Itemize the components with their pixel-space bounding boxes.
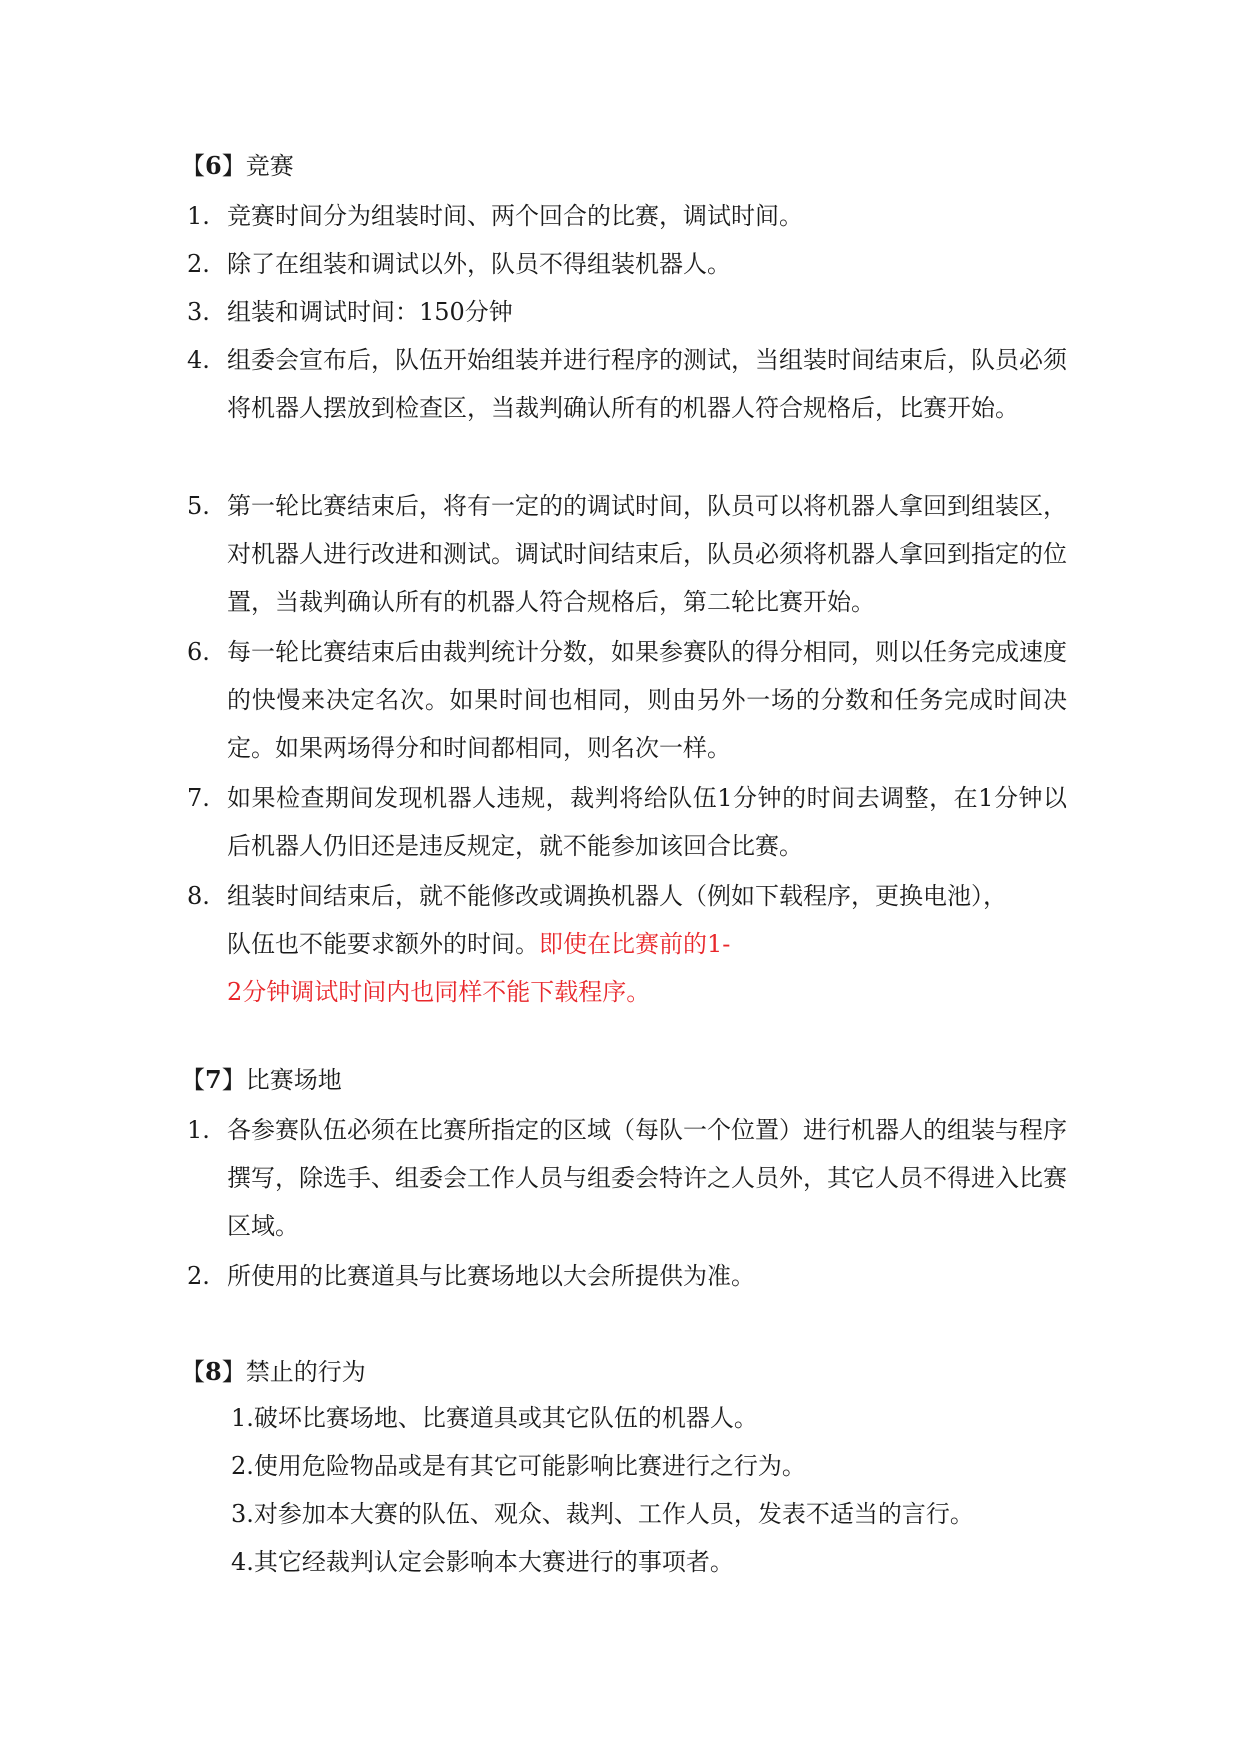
- list-item-text: 破坏比赛场地、比赛道具或其它队伍的机器人。: [253, 1404, 758, 1432]
- list-item: [231, 1450, 806, 1482]
- section-heading-8: [181, 1356, 366, 1388]
- list-item: [187, 288, 1067, 336]
- list-item: [187, 774, 1067, 870]
- section-heading-7: [181, 1064, 342, 1096]
- highlighted-text: 2分钟调试时间内也同样不能下载程序。: [227, 978, 651, 1006]
- list-item: [231, 1546, 734, 1578]
- heading-number: 8: [205, 1357, 222, 1386]
- list-item-text: 组委会宣布后，队伍开始组装并进行程序的测试，当组装时间结束后，队员必须将机器人摆放到检查区，当裁判确认所有的机器人符合规格后，比赛开始。: [227, 346, 1067, 422]
- list-item-text: 使用危险物品或是有其它可能影响比赛进行之行为。: [253, 1452, 806, 1480]
- list-item-text: 第一轮比赛结束后，将有一定的的调试时间，队员可以将机器人拿回到组装区，对机器人进行改进和测试。调试时间结束后，队员必须将机器人拿回到指定的位置，当裁判确认所有的机器人符合规格后，第二轮比赛开始。: [227, 492, 1067, 616]
- list-marker: 2.: [187, 250, 210, 278]
- list-item-text: 其它经裁判认定会影响本大赛进行的事项者。: [253, 1548, 734, 1576]
- list-item: [187, 1106, 1067, 1250]
- list-item-text: 所使用的比赛道具与比赛场地以大会所提供为准。: [227, 1262, 755, 1290]
- list-marker: 7.: [187, 784, 210, 812]
- list-marker: 3.: [231, 1500, 254, 1528]
- list-item: [231, 1402, 758, 1434]
- heading-title: 禁止的行为: [245, 1358, 366, 1386]
- heading-bracket-close: 】: [221, 152, 246, 180]
- list-item: [187, 482, 1067, 626]
- list-item-line: [227, 920, 1067, 968]
- list-marker: 6.: [187, 638, 210, 666]
- list-item: [187, 240, 1067, 288]
- list-item: [187, 336, 1067, 432]
- heading-bracket-open: 【: [181, 1358, 205, 1386]
- heading-number: 7: [205, 1065, 222, 1094]
- list-marker: 4.: [187, 346, 210, 374]
- list-item-text: 如果检查期间发现机器人违规，裁判将给队伍1分钟的时间去调整，在1分钟以后机器人仍旧还是违反规定，就不能参加该回合比赛。: [227, 784, 1067, 860]
- list-item-text: 除了在组装和调试以外，队员不得组装机器人。: [227, 250, 731, 278]
- highlighted-text: 即使在比赛前的1-: [539, 930, 731, 958]
- heading-bracket-open: 【: [181, 152, 205, 180]
- heading-bracket-open: 【: [181, 1066, 205, 1094]
- heading-title: 比赛场地: [245, 1066, 342, 1094]
- heading-title: 竞赛: [245, 152, 294, 180]
- list-item: [187, 872, 1067, 1016]
- list-item-line: 组装时间结束后，就不能修改或调换机器人（例如下载程序，更换电池），: [227, 882, 1007, 910]
- heading-bracket-close: 】: [221, 1066, 246, 1094]
- list-marker: 8.: [187, 882, 210, 910]
- list-item: [187, 628, 1067, 772]
- list-item-text: 每一轮比赛结束后由裁判统计分数，如果参赛队的得分相同，则以任务完成速度的快慢来决定名次。如果时间也相同，则由另外一场的分数和任务完成时间决定。如果两场得分和时间都相同，则名次一样。: [227, 638, 1067, 762]
- heading-bracket-close: 】: [221, 1358, 246, 1386]
- list-marker: 2.: [231, 1452, 254, 1480]
- list-marker: 1.: [187, 202, 210, 230]
- list-item-text: 竞赛时间分为组装时间、两个回合的比赛，调试时间。: [227, 202, 803, 230]
- list-marker: 1.: [231, 1404, 254, 1432]
- list-marker: 5.: [187, 492, 210, 520]
- list-item: [231, 1498, 974, 1530]
- heading-number: 6: [205, 151, 222, 180]
- list-item-text: 对参加本大赛的队伍、观众、裁判、工作人员，发表不适当的言行。: [253, 1500, 974, 1528]
- list-marker: 1.: [187, 1116, 210, 1144]
- list-item-line-text: 队伍也不能要求额外的时间。: [227, 930, 539, 958]
- list-marker: 4.: [231, 1548, 254, 1576]
- list-item-text: [227, 872, 1067, 1016]
- list-item: [187, 192, 1067, 240]
- list-marker: 2.: [187, 1262, 210, 1290]
- list-item: [187, 1252, 1067, 1300]
- list-marker: 3.: [187, 298, 210, 326]
- section-heading-6: [181, 150, 294, 182]
- list-item-text: 组装和调试时间：150分钟: [227, 298, 513, 326]
- list-item-text: 各参赛队伍必须在比赛所指定的区域（每队一个位置）进行机器人的组装与程序撰写，除选手、组委会工作人员与组委会特许之人员外，其它人员不得进入比赛区域。: [227, 1116, 1067, 1240]
